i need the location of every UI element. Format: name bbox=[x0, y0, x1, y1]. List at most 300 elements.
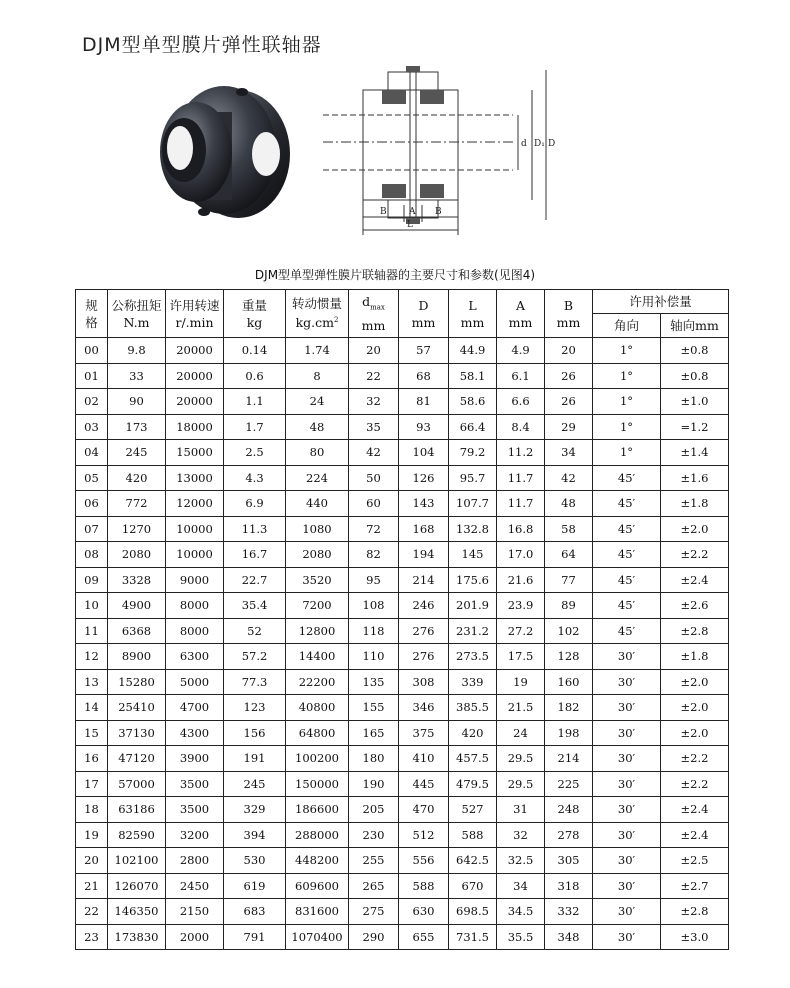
cell-inertia: 831600 bbox=[286, 899, 349, 925]
table-row bbox=[76, 644, 729, 670]
cell-D: 346 bbox=[399, 695, 449, 721]
cell-L: 670 bbox=[449, 873, 497, 899]
table-caption: DJM型单型弹性膜片联轴器的主要尺寸和参数(见图4) bbox=[254, 268, 536, 282]
cell-inertia: 440 bbox=[286, 491, 349, 517]
cell-B: 29 bbox=[545, 414, 593, 440]
cell-D: 93 bbox=[399, 414, 449, 440]
cell-axial: ±2.5 bbox=[661, 848, 729, 874]
cell-weight: 123 bbox=[224, 695, 286, 721]
cell-L: 58.1 bbox=[449, 363, 497, 389]
cell-weight: 2.5 bbox=[224, 440, 286, 466]
cell-weight: 1.7 bbox=[224, 414, 286, 440]
cell-inertia: 22200 bbox=[286, 669, 349, 695]
cell-weight: 191 bbox=[224, 746, 286, 772]
cell-speed: 18000 bbox=[166, 414, 224, 440]
cell-dmax: 190 bbox=[349, 771, 399, 797]
cell-D: 194 bbox=[399, 542, 449, 568]
cell-A: 23.9 bbox=[497, 593, 545, 619]
table-row bbox=[76, 873, 729, 899]
cell-A: 24 bbox=[497, 720, 545, 746]
cell-torque: 57000 bbox=[108, 771, 166, 797]
cell-speed: 2450 bbox=[166, 873, 224, 899]
cell-weight: 11.3 bbox=[224, 516, 286, 542]
table-row bbox=[76, 720, 729, 746]
cell-angle: 1° bbox=[593, 363, 661, 389]
cell-B: 182 bbox=[545, 695, 593, 721]
cell-dmax: 20 bbox=[349, 338, 399, 364]
cell-axial: ±2.2 bbox=[661, 746, 729, 772]
cell-B: 248 bbox=[545, 797, 593, 823]
cell-A: 11.7 bbox=[497, 491, 545, 517]
cell-speed: 8000 bbox=[166, 618, 224, 644]
cell-B: 20 bbox=[545, 338, 593, 364]
drawing-label-d: d bbox=[521, 139, 527, 149]
cell-torque: 15280 bbox=[108, 669, 166, 695]
cell-D: 512 bbox=[399, 822, 449, 848]
cell-axial: ±0.8 bbox=[661, 338, 729, 364]
cell-angle: 30′ bbox=[593, 822, 661, 848]
cell-dmax: 118 bbox=[349, 618, 399, 644]
cell-torque: 33 bbox=[108, 363, 166, 389]
table-row bbox=[76, 618, 729, 644]
table-row bbox=[76, 363, 729, 389]
cell-axial: ±2.2 bbox=[661, 542, 729, 568]
cell-D: 655 bbox=[399, 924, 449, 950]
cell-axial: ±2.0 bbox=[661, 669, 729, 695]
cell-A: 19 bbox=[497, 669, 545, 695]
header-dmax: $d_{max}$ mm bbox=[349, 290, 399, 338]
cell-axial: ±2.6 bbox=[661, 593, 729, 619]
drawing-label-l: L bbox=[407, 220, 413, 230]
header-speed: 许用转速 r/.min bbox=[166, 290, 224, 338]
cell-D: 81 bbox=[399, 389, 449, 415]
cell-dmax: 110 bbox=[349, 644, 399, 670]
cell-torque: 245 bbox=[108, 440, 166, 466]
cell-axial: ±2.7 bbox=[661, 873, 729, 899]
header-angle: 角向 bbox=[593, 314, 661, 338]
cell-spec: 15 bbox=[76, 720, 108, 746]
cell-angle: 45′ bbox=[593, 567, 661, 593]
cell-axial: ±2.4 bbox=[661, 797, 729, 823]
cell-inertia: 40800 bbox=[286, 695, 349, 721]
cell-L: 132.8 bbox=[449, 516, 497, 542]
cell-A: 35.5 bbox=[497, 924, 545, 950]
cell-speed: 12000 bbox=[166, 491, 224, 517]
cell-D: 630 bbox=[399, 899, 449, 925]
cell-angle: 45′ bbox=[593, 593, 661, 619]
cell-A: 31 bbox=[497, 797, 545, 823]
cell-inertia: 12800 bbox=[286, 618, 349, 644]
cell-dmax: 42 bbox=[349, 440, 399, 466]
table-row bbox=[76, 848, 729, 874]
cell-angle: 45′ bbox=[593, 491, 661, 517]
cell-spec: 09 bbox=[76, 567, 108, 593]
cell-A: 8.4 bbox=[497, 414, 545, 440]
cell-dmax: 72 bbox=[349, 516, 399, 542]
cell-speed: 10000 bbox=[166, 516, 224, 542]
cell-B: 26 bbox=[545, 363, 593, 389]
cell-inertia: 150000 bbox=[286, 771, 349, 797]
cell-B: 305 bbox=[545, 848, 593, 874]
cell-inertia: 8 bbox=[286, 363, 349, 389]
cell-A: 17.0 bbox=[497, 542, 545, 568]
cell-L: 588 bbox=[449, 822, 497, 848]
table-row bbox=[76, 746, 729, 772]
cell-inertia: 609600 bbox=[286, 873, 349, 899]
cell-spec: 16 bbox=[76, 746, 108, 772]
cell-torque: 4900 bbox=[108, 593, 166, 619]
cell-L: 201.9 bbox=[449, 593, 497, 619]
cell-torque: 25410 bbox=[108, 695, 166, 721]
cell-torque: 420 bbox=[108, 465, 166, 491]
table-row bbox=[76, 822, 729, 848]
cell-D: 126 bbox=[399, 465, 449, 491]
cell-axial: ±3.0 bbox=[661, 924, 729, 950]
cell-B: 34 bbox=[545, 440, 593, 466]
cell-axial: ±2.4 bbox=[661, 822, 729, 848]
cell-torque: 47120 bbox=[108, 746, 166, 772]
cell-L: 44.9 bbox=[449, 338, 497, 364]
cell-dmax: 60 bbox=[349, 491, 399, 517]
cell-torque: 772 bbox=[108, 491, 166, 517]
cell-B: 48 bbox=[545, 491, 593, 517]
cell-D: 68 bbox=[399, 363, 449, 389]
cell-dmax: 22 bbox=[349, 363, 399, 389]
cell-axial: ±2.2 bbox=[661, 771, 729, 797]
cell-dmax: 95 bbox=[349, 567, 399, 593]
cell-A: 29.5 bbox=[497, 746, 545, 772]
cell-D: 104 bbox=[399, 440, 449, 466]
cell-dmax: 35 bbox=[349, 414, 399, 440]
cell-spec: 02 bbox=[76, 389, 108, 415]
cell-spec: 03 bbox=[76, 414, 108, 440]
cell-torque: 8900 bbox=[108, 644, 166, 670]
cell-inertia: 448200 bbox=[286, 848, 349, 874]
cell-B: 102 bbox=[545, 618, 593, 644]
spec-table-body bbox=[76, 338, 729, 950]
cell-angle: 30′ bbox=[593, 797, 661, 823]
cell-angle: 1° bbox=[593, 338, 661, 364]
spec-table bbox=[75, 289, 729, 950]
cell-A: 4.9 bbox=[497, 338, 545, 364]
cell-speed: 4300 bbox=[166, 720, 224, 746]
cell-speed: 10000 bbox=[166, 542, 224, 568]
cell-A: 34 bbox=[497, 873, 545, 899]
cell-spec: 20 bbox=[76, 848, 108, 874]
cell-D: 470 bbox=[399, 797, 449, 823]
cell-spec: 18 bbox=[76, 797, 108, 823]
cell-angle: 1° bbox=[593, 440, 661, 466]
cell-spec: 11 bbox=[76, 618, 108, 644]
coupling-section-drawing bbox=[318, 60, 568, 245]
cell-B: 77 bbox=[545, 567, 593, 593]
cell-D: 57 bbox=[399, 338, 449, 364]
table-row bbox=[76, 414, 729, 440]
drawing-label-D: D bbox=[548, 139, 556, 149]
cell-D: 246 bbox=[399, 593, 449, 619]
cell-axial: =1.2 bbox=[661, 414, 729, 440]
cell-inertia: 3520 bbox=[286, 567, 349, 593]
cell-speed: 20000 bbox=[166, 338, 224, 364]
cell-L: 698.5 bbox=[449, 899, 497, 925]
cell-angle: 45′ bbox=[593, 542, 661, 568]
cell-inertia: 7200 bbox=[286, 593, 349, 619]
cell-spec: 13 bbox=[76, 669, 108, 695]
cell-dmax: 230 bbox=[349, 822, 399, 848]
cell-L: 339 bbox=[449, 669, 497, 695]
cell-A: 32.5 bbox=[497, 848, 545, 874]
cell-speed: 2150 bbox=[166, 899, 224, 925]
cell-A: 17.5 bbox=[497, 644, 545, 670]
drawing-label-b-left: B bbox=[380, 207, 387, 217]
cell-inertia: 48 bbox=[286, 414, 349, 440]
cell-L: 79.2 bbox=[449, 440, 497, 466]
cell-B: 89 bbox=[545, 593, 593, 619]
cell-spec: 08 bbox=[76, 542, 108, 568]
cell-axial: ±2.0 bbox=[661, 516, 729, 542]
table-row bbox=[76, 593, 729, 619]
cell-A: 6.6 bbox=[497, 389, 545, 415]
cell-speed: 5000 bbox=[166, 669, 224, 695]
cell-D: 308 bbox=[399, 669, 449, 695]
cell-speed: 3500 bbox=[166, 771, 224, 797]
cell-B: 332 bbox=[545, 899, 593, 925]
cell-D: 276 bbox=[399, 618, 449, 644]
cell-L: 107.7 bbox=[449, 491, 497, 517]
cell-angle: 30′ bbox=[593, 924, 661, 950]
cell-B: 26 bbox=[545, 389, 593, 415]
cell-L: 457.5 bbox=[449, 746, 497, 772]
cell-axial: ±1.6 bbox=[661, 465, 729, 491]
table-row bbox=[76, 516, 729, 542]
cell-torque: 1270 bbox=[108, 516, 166, 542]
cell-axial: ±1.8 bbox=[661, 491, 729, 517]
cell-dmax: 165 bbox=[349, 720, 399, 746]
cell-torque: 82590 bbox=[108, 822, 166, 848]
cell-angle: 30′ bbox=[593, 746, 661, 772]
page-title: DJM型单型膜片弹性联轴器 bbox=[82, 34, 322, 56]
cell-speed: 20000 bbox=[166, 363, 224, 389]
table-row bbox=[76, 771, 729, 797]
cell-inertia: 14400 bbox=[286, 644, 349, 670]
cell-weight: 16.7 bbox=[224, 542, 286, 568]
cell-B: 214 bbox=[545, 746, 593, 772]
cell-speed: 2800 bbox=[166, 848, 224, 874]
cell-axial: ±2.4 bbox=[661, 567, 729, 593]
drawing-label-b-right: B bbox=[435, 207, 442, 217]
header-A: A mm bbox=[497, 290, 545, 338]
cell-dmax: 50 bbox=[349, 465, 399, 491]
cell-inertia: 24 bbox=[286, 389, 349, 415]
cell-angle: 1° bbox=[593, 414, 661, 440]
cell-A: 21.5 bbox=[497, 695, 545, 721]
cell-weight: 1.1 bbox=[224, 389, 286, 415]
cell-dmax: 255 bbox=[349, 848, 399, 874]
cell-spec: 10 bbox=[76, 593, 108, 619]
cell-spec: 04 bbox=[76, 440, 108, 466]
cell-torque: 173830 bbox=[108, 924, 166, 950]
header-axial: 轴向mm bbox=[661, 314, 729, 338]
cell-axial: ±1.8 bbox=[661, 644, 729, 670]
table-row bbox=[76, 695, 729, 721]
cell-A: 11.2 bbox=[497, 440, 545, 466]
header-B: B mm bbox=[545, 290, 593, 338]
cell-inertia: 2080 bbox=[286, 542, 349, 568]
cell-inertia: 100200 bbox=[286, 746, 349, 772]
cell-weight: 245 bbox=[224, 771, 286, 797]
table-row bbox=[76, 797, 729, 823]
cell-A: 27.2 bbox=[497, 618, 545, 644]
table-row bbox=[76, 542, 729, 568]
cell-speed: 2000 bbox=[166, 924, 224, 950]
cell-B: 42 bbox=[545, 465, 593, 491]
cell-angle: 30′ bbox=[593, 720, 661, 746]
cell-B: 225 bbox=[545, 771, 593, 797]
cell-D: 375 bbox=[399, 720, 449, 746]
cell-spec: 06 bbox=[76, 491, 108, 517]
cell-angle: 30′ bbox=[593, 695, 661, 721]
cell-dmax: 135 bbox=[349, 669, 399, 695]
cell-speed: 20000 bbox=[166, 389, 224, 415]
table-row bbox=[76, 440, 729, 466]
cell-weight: 6.9 bbox=[224, 491, 286, 517]
cell-L: 66.4 bbox=[449, 414, 497, 440]
cell-A: 6.1 bbox=[497, 363, 545, 389]
cell-B: 198 bbox=[545, 720, 593, 746]
cell-spec: 21 bbox=[76, 873, 108, 899]
cell-angle: 45′ bbox=[593, 516, 661, 542]
cell-A: 16.8 bbox=[497, 516, 545, 542]
cell-A: 21.6 bbox=[497, 567, 545, 593]
cell-L: 273.5 bbox=[449, 644, 497, 670]
cell-speed: 8000 bbox=[166, 593, 224, 619]
header-L: L mm bbox=[449, 290, 497, 338]
table-row bbox=[76, 924, 729, 950]
cell-D: 445 bbox=[399, 771, 449, 797]
cell-dmax: 32 bbox=[349, 389, 399, 415]
table-row bbox=[76, 567, 729, 593]
cell-weight: 683 bbox=[224, 899, 286, 925]
cell-spec: 05 bbox=[76, 465, 108, 491]
cell-A: 34.5 bbox=[497, 899, 545, 925]
cell-angle: 45′ bbox=[593, 465, 661, 491]
cell-dmax: 275 bbox=[349, 899, 399, 925]
cell-L: 479.5 bbox=[449, 771, 497, 797]
cell-inertia: 288000 bbox=[286, 822, 349, 848]
cell-L: 642.5 bbox=[449, 848, 497, 874]
header-inertia: 转动惯量 $kg.cm^2$ bbox=[286, 290, 349, 338]
cell-speed: 9000 bbox=[166, 567, 224, 593]
cell-weight: 791 bbox=[224, 924, 286, 950]
cell-axial: ±2.0 bbox=[661, 695, 729, 721]
cell-L: 731.5 bbox=[449, 924, 497, 950]
cell-spec: 07 bbox=[76, 516, 108, 542]
cell-L: 145 bbox=[449, 542, 497, 568]
cell-inertia: 1.74 bbox=[286, 338, 349, 364]
cell-weight: 619 bbox=[224, 873, 286, 899]
cell-angle: 30′ bbox=[593, 848, 661, 874]
cell-axial: ±2.8 bbox=[661, 899, 729, 925]
cell-spec: 12 bbox=[76, 644, 108, 670]
cell-axial: ±1.4 bbox=[661, 440, 729, 466]
cell-spec: 19 bbox=[76, 822, 108, 848]
cell-dmax: 155 bbox=[349, 695, 399, 721]
cell-dmax: 205 bbox=[349, 797, 399, 823]
cell-torque: 2080 bbox=[108, 542, 166, 568]
cell-torque: 173 bbox=[108, 414, 166, 440]
cell-inertia: 1070400 bbox=[286, 924, 349, 950]
cell-L: 527 bbox=[449, 797, 497, 823]
cell-axial: ±2.0 bbox=[661, 720, 729, 746]
cell-inertia: 64800 bbox=[286, 720, 349, 746]
cell-D: 556 bbox=[399, 848, 449, 874]
cell-angle: 30′ bbox=[593, 771, 661, 797]
table-row bbox=[76, 338, 729, 364]
cell-L: 385.5 bbox=[449, 695, 497, 721]
drawing-label-a: A bbox=[409, 207, 416, 217]
table-row bbox=[76, 669, 729, 695]
cell-torque: 90 bbox=[108, 389, 166, 415]
cell-D: 588 bbox=[399, 873, 449, 899]
cell-L: 420 bbox=[449, 720, 497, 746]
cell-D: 410 bbox=[399, 746, 449, 772]
header-D: D mm bbox=[399, 290, 449, 338]
cell-angle: 30′ bbox=[593, 669, 661, 695]
cell-torque: 126070 bbox=[108, 873, 166, 899]
cell-dmax: 82 bbox=[349, 542, 399, 568]
cell-L: 231.2 bbox=[449, 618, 497, 644]
table-row bbox=[76, 899, 729, 925]
cell-weight: 0.6 bbox=[224, 363, 286, 389]
cell-B: 160 bbox=[545, 669, 593, 695]
cell-A: 32 bbox=[497, 822, 545, 848]
cell-speed: 3500 bbox=[166, 797, 224, 823]
cell-dmax: 265 bbox=[349, 873, 399, 899]
cell-A: 29.5 bbox=[497, 771, 545, 797]
cell-weight: 0.14 bbox=[224, 338, 286, 364]
cell-weight: 394 bbox=[224, 822, 286, 848]
cell-dmax: 108 bbox=[349, 593, 399, 619]
cell-speed: 13000 bbox=[166, 465, 224, 491]
cell-weight: 57.2 bbox=[224, 644, 286, 670]
cell-torque: 146350 bbox=[108, 899, 166, 925]
cell-spec: 17 bbox=[76, 771, 108, 797]
cell-speed: 6300 bbox=[166, 644, 224, 670]
cell-L: 175.6 bbox=[449, 567, 497, 593]
cell-weight: 22.7 bbox=[224, 567, 286, 593]
cell-speed: 15000 bbox=[166, 440, 224, 466]
cell-angle: 1° bbox=[593, 389, 661, 415]
cell-weight: 329 bbox=[224, 797, 286, 823]
header-compensation: 许用补偿量 bbox=[593, 290, 729, 314]
cell-angle: 30′ bbox=[593, 873, 661, 899]
cell-B: 128 bbox=[545, 644, 593, 670]
header-weight: 重量 kg bbox=[224, 290, 286, 338]
cell-B: 58 bbox=[545, 516, 593, 542]
cell-speed: 3200 bbox=[166, 822, 224, 848]
cell-D: 143 bbox=[399, 491, 449, 517]
cell-B: 318 bbox=[545, 873, 593, 899]
cell-B: 348 bbox=[545, 924, 593, 950]
cell-angle: 45′ bbox=[593, 618, 661, 644]
cell-B: 278 bbox=[545, 822, 593, 848]
cell-angle: 30′ bbox=[593, 899, 661, 925]
cell-inertia: 186600 bbox=[286, 797, 349, 823]
table-row bbox=[76, 491, 729, 517]
cell-inertia: 224 bbox=[286, 465, 349, 491]
cell-weight: 77.3 bbox=[224, 669, 286, 695]
cell-speed: 3900 bbox=[166, 746, 224, 772]
